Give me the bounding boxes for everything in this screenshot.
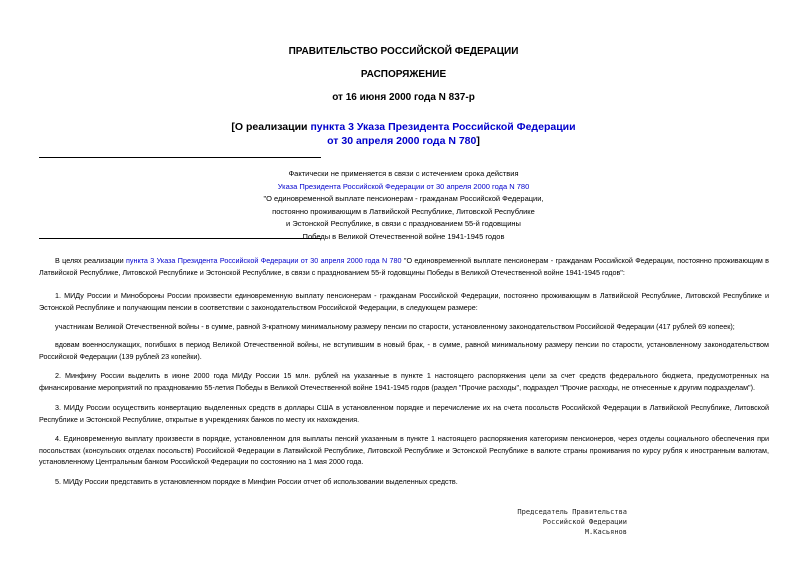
status-note-link-line[interactable]: Указа Президента Российской Федерации от 30 апреля 2000 года N 780 — [277, 181, 530, 191]
status-note-line: "О единовременной выплате пенсионерам - гражданам Российской Федерации, — [263, 194, 544, 203]
signature-block — [517, 507, 627, 537]
title-link-line2[interactable]: от 30 апреля 2000 года N 780 — [327, 135, 477, 147]
status-note-line: Победы в Великой Отечественной войне 1941-1945 годов — [302, 231, 505, 241]
paragraph-3: 3. МИДу России осуществить конвертацию выделенных средств в доллары США в установленном порядке и перечисление их на счета посольств Российской Федерации в Латвийской Республике, Литовской Республике и Эстонской Республике, открытые в учреждениях банков по месту их нахождения. — [39, 403, 769, 424]
paragraph-2: 2. Минфину России выделить в июне 2000 года МИДу России 15 млн. рублей на указанные в пункте 1 настоящего распоряжения цели за счет средств федерального бюджета, предусмотренных на финансирование мероприятий по празднованию 55-летия Победы в Великой Отечественной войне 1941-1945 годов (раздел "Прочие расходы", подраздел "Прочие расходы, не отнесенные к другим подразделам"). — [39, 371, 769, 392]
divider-bottom — [39, 238, 321, 239]
intro-link[interactable]: пункта 3 Указа Президента Российской Федерации от 30 апреля 2000 года N 780 — [126, 256, 402, 265]
paragraph-1: 1. МИДу России и Минобороны России произвести единовременную выплату пенсионерам - гражданам Российской Федерации, постоянно проживающим в Латвийской Республике, Литовской Республике и Эстонской Республике и получающим пенсии в соответствии с законодательством Российской Федерации, в следующем размере: — [39, 291, 769, 312]
signature-country: Российской Федерации — [542, 518, 627, 526]
title-link-line1[interactable]: пункта 3 Указа Президента Российской Федерации — [310, 121, 576, 133]
intro-pre: В целях реализации — [55, 256, 127, 265]
title-close: ] — [476, 135, 480, 147]
signature-title: Председатель Правительства — [517, 508, 627, 516]
divider-top — [39, 157, 321, 158]
paragraph-1a: участникам Великой Отечественной войны - в сумме, равной 3-кратному минимальному размеру пенсии по старости, установленному законодательством Российской Федерации (417 рублей 69 копеек); — [55, 322, 735, 331]
paragraph-4: 4. Единовременную выплату произвести в порядке, установленном для выплаты пенсий указанным в пункте 1 настоящего распоряжения категориям пенсионеров, через отделы социального обеспечения при посольствах (консульских отделах посольств) Российской Федерации в Латвийской Республике, Литовской Республике и Эстонской Республике в валюте страны проживания по курсу рубля к иностранным валютам, установленному Центральным банком Российской Федерации по состоянию на 1 мая 2000 года. — [39, 434, 769, 466]
document-title — [0, 120, 807, 148]
paragraph-5: 5. МИДу России представить в установленном порядке в Минфин России отчет об использовании выделенных средств. — [55, 477, 458, 486]
intro-paragraph — [39, 255, 769, 278]
status-note-line: и Эстонской Республике, в связи с празднованием 55-й годовщины — [286, 219, 521, 228]
date-number: от 16 июня 2000 года N 837-р — [332, 92, 475, 103]
signature-name: М.Касьянов — [584, 528, 627, 536]
paragraph-1b: вдовам военнослужащих, погибших в период Великой Отечественной войны, не вступившим в новый брак, - в сумме, равной минимальному размеру пенсии по старости, установленному законодательством Российской Федерации (139 рублей 23 копейки). — [39, 340, 769, 361]
doc-type-heading: РАСПОРЯЖЕНИЕ — [360, 69, 447, 80]
intro-post: "О единовременной выплате пенсионерам - гражданам Российской Федерации, постоянно проживающим в Латвийской Республике, Литовской Республике и Эстонской Республике, в связи с празднованием 55-й годовщины Победы в Великой Отечественной войне 1941-1945 годов": — [39, 256, 769, 277]
status-note-line: Фактически не применяется в связи с истечением срока действия — [288, 169, 519, 178]
title-open: [О реализации — [231, 121, 311, 133]
status-note-line: постоянно проживающим в Латвийской Республике, Литовской Республике — [272, 206, 535, 216]
status-note — [0, 168, 807, 243]
org-heading: ПРАВИТЕЛЬСТВО РОССИЙСКОЙ ФЕДЕРАЦИИ — [288, 46, 519, 57]
